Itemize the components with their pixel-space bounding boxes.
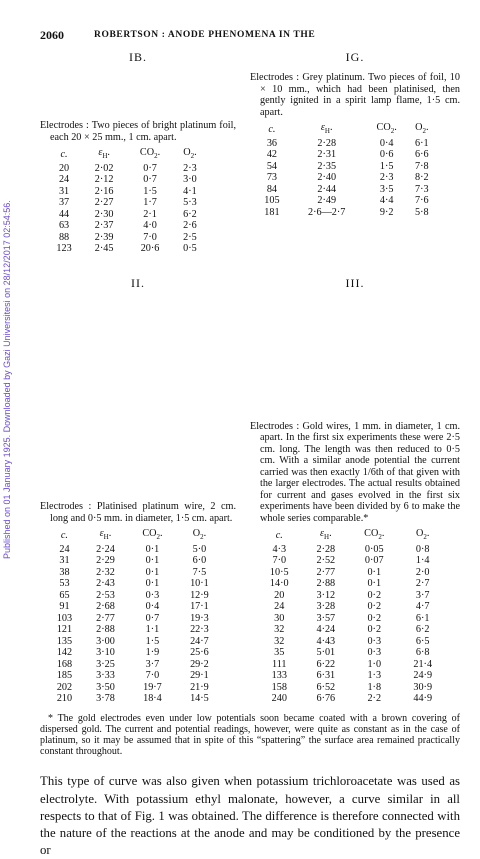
table-cell: 12·9	[190, 589, 209, 601]
table-row	[256, 567, 446, 579]
table-cell: 21·4	[413, 658, 433, 670]
table-cell: 0·4	[379, 137, 394, 149]
section-title: IB.	[129, 50, 147, 64]
table-cell: 0·2	[367, 612, 382, 624]
table-cell: 20·6	[140, 243, 160, 255]
download-watermark: Published on 01 January 1925. Downloaded by Gazi Universitesi on 28/12/2017 02:54:56.	[2, 200, 12, 560]
table-cell: 0·1	[367, 566, 382, 578]
table-cell: 2·43	[96, 578, 115, 590]
section-description: Electrodes : Two pieces of bright platinum foil, each 20 × 25 mm., 1 cm. apart.	[40, 120, 236, 143]
table-row	[46, 209, 206, 221]
table-row	[256, 682, 446, 694]
column-header: $CO_2$.	[364, 528, 385, 542]
table-cell: 2·3	[379, 172, 394, 184]
table-cell: 0·4	[145, 601, 160, 613]
table-cell: 1·9	[145, 647, 160, 659]
table-cell: 17·1	[190, 601, 209, 613]
table-cell: 2·30	[94, 208, 114, 220]
table-row	[46, 544, 222, 556]
table-row	[46, 186, 206, 198]
section-title: III.	[345, 276, 365, 290]
data-table	[46, 147, 206, 255]
table-cell: 0·5	[183, 243, 197, 255]
table-cell: 3·50	[96, 681, 115, 693]
table-cell: 2·68	[96, 601, 115, 613]
table-row	[46, 174, 206, 186]
table-cell: 2·40	[317, 172, 337, 184]
table-cell: 6·0	[192, 555, 207, 567]
table-cell: 7·0	[272, 555, 287, 567]
column-header: $\varepsilon_H$.	[320, 122, 333, 136]
table-cell: 18·4	[143, 693, 162, 705]
table-row	[256, 578, 446, 590]
table-cell: 3·25	[96, 658, 115, 670]
table-row	[46, 567, 222, 579]
table-cell: 5·01	[316, 647, 336, 659]
table-cell: 30	[274, 612, 285, 624]
table-cell: 123	[56, 243, 72, 255]
table-cell: 19·7	[143, 681, 162, 693]
table-cell: 6·22	[316, 658, 336, 670]
table-cell: 4·7	[415, 601, 430, 613]
table-cell: 54	[266, 160, 277, 172]
table-cell: 4·43	[316, 635, 336, 647]
table-row	[46, 636, 222, 648]
journal-page	[40, 28, 460, 859]
top-section-row	[40, 52, 460, 264]
column-header: $O_2$.	[192, 528, 207, 542]
column-header: $O_2$.	[183, 147, 197, 161]
table-cell: 4·24	[316, 624, 336, 636]
page-number: 2060	[40, 28, 64, 42]
table-cell: 2·6	[183, 220, 197, 232]
table-cell: 2·02	[94, 162, 114, 174]
table-cell: 103	[56, 612, 73, 624]
table-cell: 73	[266, 172, 277, 184]
table-cell: 1·8	[367, 681, 382, 693]
table-cell: 240	[271, 693, 287, 705]
table-cell: 7·8	[415, 160, 429, 172]
table-cell: 31	[59, 555, 70, 567]
table-cell: 142	[56, 647, 73, 659]
table-cell: 121	[56, 624, 73, 636]
table-cell: 88	[58, 231, 70, 243]
column-header: $CO_2$.	[139, 147, 161, 161]
table-cell: 5·8	[415, 206, 429, 218]
table-row	[256, 149, 436, 161]
table-cell: 2·27	[94, 197, 114, 209]
table-cell: 14·5	[190, 693, 209, 705]
table-cell: 105	[264, 195, 280, 207]
table-cell: 6·5	[415, 635, 430, 647]
table-cell: 2·52	[316, 555, 336, 567]
section-title: II.	[131, 276, 145, 290]
table-row	[256, 555, 446, 567]
table-row	[256, 184, 436, 196]
table-row	[256, 636, 446, 648]
section-ig	[250, 52, 460, 264]
table-cell: 5·3	[183, 197, 197, 209]
table-cell: 2·88	[316, 578, 336, 590]
table-row	[256, 693, 446, 705]
table-cell: 111	[272, 658, 287, 670]
table-cell: 2·5	[183, 231, 197, 243]
column-header: $\varepsilon_H$.	[320, 528, 332, 542]
section-description: Electrodes : Gold wires, 1 mm. in diameter, 1 cm. apart. In the first six experiments these were 2·5 cm. long. The length was then reduced to 0·5 cm. With a similar anode potential the current carried was then exactly 1/6th of that given with the larger electrodes. The actual results obtained for current and gases evolved in the first six experiments have been divided by 6 to make the whole series comparable.*	[250, 420, 460, 524]
table-row	[46, 670, 222, 682]
table-cell: 3·7	[415, 589, 430, 601]
table-cell: 0·1	[145, 555, 160, 567]
table-cell: 35	[274, 647, 285, 659]
table-row	[46, 555, 222, 567]
table-cell: 2·12	[94, 174, 114, 186]
column-header: $\varepsilon_H$.	[99, 528, 112, 542]
table-cell: 0·07	[364, 555, 384, 567]
body-paragraph: This type of curve was also given when potassium trichloroacetate was used as electrolyte. With potassium ethyl malonate, however, a curve similar in all respects to that of Fig. 1 was obtained. The difference is therefore connected with the nature of the reactions at the anode and may be conditioned by the presence or	[40, 774, 460, 858]
table-row	[256, 590, 446, 602]
table-row	[46, 601, 222, 613]
table-cell: 6·8	[415, 647, 430, 659]
table-row	[46, 220, 206, 232]
table-cell: 2·35	[317, 160, 337, 172]
table-cell: 2·37	[94, 220, 114, 232]
table-cell: 44·9	[413, 693, 433, 705]
table-cell: 4·3	[272, 543, 287, 555]
column-header: c.	[275, 530, 283, 542]
column-header: $\varepsilon_H$.	[98, 147, 110, 161]
table-cell: 20	[274, 589, 285, 601]
table-cell: 6·52	[316, 681, 336, 693]
table-cell: 0·7	[143, 162, 157, 174]
table-row	[256, 659, 446, 671]
table-cell: 135	[56, 635, 73, 647]
table-cell: 1·5	[145, 635, 160, 647]
table-cell: 0·1	[145, 543, 160, 555]
table-header-row	[256, 528, 446, 544]
table-cell: 0·05	[364, 543, 384, 555]
table-cell: 4·0	[143, 220, 157, 232]
table-cell: 25·6	[190, 647, 209, 659]
column-header: c.	[268, 124, 276, 136]
table-cell: 2·77	[316, 566, 336, 578]
table-cell: 2·24	[96, 543, 115, 555]
table-cell: 0·7	[145, 612, 160, 624]
section-description: Electrodes : Platinised platinum wire, 2 cm. long and 0·5 mm. in diameter, 1·5 cm. apart.	[40, 501, 236, 524]
table-cell: 2·53	[96, 589, 115, 601]
table-cell: 2·88	[96, 624, 115, 636]
table-cell: 42	[266, 149, 277, 161]
table-cell: 10·5	[269, 566, 289, 578]
table-cell: 14·0	[269, 578, 289, 590]
table-cell: 6·6	[415, 149, 429, 161]
table-cell: 36	[266, 137, 277, 149]
table-row	[46, 682, 222, 694]
table-cell: 24·9	[413, 670, 433, 682]
table-cell: 202	[56, 681, 73, 693]
table-row	[256, 207, 436, 219]
table-cell: 32	[274, 624, 285, 636]
table-row	[46, 243, 206, 255]
column-header: $CO_2$.	[142, 528, 163, 542]
table-row	[256, 601, 446, 613]
table-row	[256, 670, 446, 682]
table-cell: 32	[274, 635, 285, 647]
table-cell: 0·6	[379, 149, 394, 161]
table-cell: 38	[59, 566, 70, 578]
table-cell: 6·76	[316, 693, 336, 705]
table-cell: 6·31	[316, 670, 336, 682]
table-cell: 7·6	[415, 195, 429, 207]
table-cell: 158	[271, 681, 287, 693]
table-row	[256, 138, 436, 150]
table-cell: 53	[59, 578, 70, 590]
table-cell: 24	[58, 174, 70, 186]
table-cell: 3·57	[316, 612, 336, 624]
table-cell: 210	[56, 693, 73, 705]
data-table	[46, 528, 222, 705]
table-cell: 2·45	[94, 243, 114, 255]
table-cell: 7·3	[415, 183, 429, 195]
table-row	[46, 693, 222, 705]
table-cell: 1·7	[143, 197, 157, 209]
section-description: Electrodes : Grey platinum. Two pieces of foil, 10 × 10 mm., which had been platinised, then gently ignited in a spirit lamp flame, 1·5 cm. apart.	[250, 72, 460, 118]
running-title: ROBERTSON : ANODE PHENOMENA IN THE	[94, 30, 316, 40]
table-cell: 63	[58, 220, 70, 232]
table-cell: 2·6—2·7	[308, 206, 346, 218]
table-cell: 0·7	[143, 174, 157, 186]
table-cell: 7·0	[145, 670, 160, 682]
table-cell: 2·32	[96, 566, 115, 578]
page-header	[40, 28, 460, 46]
column-header: $O_2$.	[416, 528, 430, 542]
table-cell: 0·1	[367, 578, 382, 590]
table-cell: 3·78	[96, 693, 115, 705]
table-cell: 2·77	[96, 612, 115, 624]
table-cell: 0·2	[367, 601, 382, 613]
table-cell: 2·28	[316, 543, 336, 555]
column-header: $CO_2$.	[376, 122, 397, 136]
table-cell: 44	[58, 208, 70, 220]
table-cell: 37	[58, 197, 70, 209]
table-cell: 181	[264, 206, 280, 218]
table-cell: 2·0	[415, 566, 430, 578]
table-cell: 4·4	[379, 195, 394, 207]
table-cell: 3·28	[316, 601, 336, 613]
table-row	[46, 659, 222, 671]
table-cell: 133	[271, 670, 287, 682]
table-cell: 29·2	[190, 658, 209, 670]
column-header: c.	[60, 149, 68, 161]
table-row	[256, 544, 446, 556]
table-cell: 31	[58, 185, 70, 197]
table-row	[46, 590, 222, 602]
table-cell: 2·7	[415, 578, 430, 590]
table-cell: 6·1	[415, 612, 430, 624]
table-cell: 2·49	[317, 195, 337, 207]
table-cell: 3·0	[183, 174, 197, 186]
table-row	[256, 613, 446, 625]
table-header-row	[256, 122, 436, 138]
data-table	[256, 528, 446, 705]
table-cell: 0·2	[367, 589, 382, 601]
table-cell: 20	[58, 162, 70, 174]
table-row	[46, 578, 222, 590]
table-row	[46, 163, 206, 175]
table-row	[46, 647, 222, 659]
table-cell: 91	[59, 601, 70, 613]
table-cell: 3·12	[316, 589, 336, 601]
table-row	[46, 624, 222, 636]
table-cell: 2·28	[317, 137, 337, 149]
table-cell: 185	[56, 670, 73, 682]
table-cell: 3·7	[145, 658, 160, 670]
table-cell: 24·7	[190, 635, 209, 647]
table-row	[256, 195, 436, 207]
table-cell: 1·1	[145, 624, 160, 636]
table-cell: 6·2	[415, 624, 430, 636]
table-cell: 0·1	[145, 566, 160, 578]
table-cell: 2·3	[183, 162, 197, 174]
table-cell: 30·9	[413, 681, 433, 693]
table-cell: 65	[59, 589, 70, 601]
table-cell: 2·44	[317, 183, 337, 195]
table-cell: 0·1	[145, 578, 160, 590]
column-header: c.	[60, 530, 68, 542]
table-cell: 2·2	[367, 693, 382, 705]
table-cell: 24	[274, 601, 285, 613]
table-header-row	[46, 147, 206, 163]
data-table	[256, 122, 436, 218]
table-cell: 1·0	[367, 658, 382, 670]
table-row	[256, 172, 436, 184]
table-cell: 29·1	[190, 670, 209, 682]
table-cell: 1·5	[379, 160, 394, 172]
table-cell: 2·1	[143, 208, 157, 220]
section-iii	[250, 278, 460, 705]
table-header-row	[46, 528, 222, 544]
bottom-section-row	[40, 278, 460, 705]
table-cell: 2·39	[94, 231, 114, 243]
section-ii	[40, 278, 236, 705]
table-cell: 19·3	[190, 612, 209, 624]
table-cell: 4·1	[183, 185, 197, 197]
table-cell: 24	[59, 543, 70, 555]
table-cell: 0·3	[145, 589, 160, 601]
table-cell: 0·2	[367, 624, 382, 636]
table-cell: 7·0	[143, 231, 157, 243]
table-cell: 0·3	[367, 635, 382, 647]
table-cell: 5·0	[192, 543, 207, 555]
section-title: IG.	[345, 50, 365, 64]
table-cell: 84	[266, 183, 277, 195]
table-cell: 22·3	[190, 624, 209, 636]
table-cell: 2·31	[317, 149, 337, 161]
table-row	[46, 232, 206, 244]
table-cell: 2·29	[96, 555, 115, 567]
table-cell: 0·3	[367, 647, 382, 659]
table-cell: 3·00	[96, 635, 115, 647]
table-row	[256, 161, 436, 173]
table-cell: 1·3	[367, 670, 382, 682]
table-cell: 168	[56, 658, 73, 670]
table-cell: 0·8	[415, 543, 430, 555]
table-cell: 6·1	[415, 137, 429, 149]
table-cell: 9·2	[379, 206, 394, 218]
section-ib	[40, 52, 236, 264]
table-cell: 10·1	[190, 578, 209, 590]
table-row	[46, 613, 222, 625]
table-cell: 1·5	[143, 185, 157, 197]
table-row	[46, 197, 206, 209]
table-cell: 21·9	[190, 681, 209, 693]
footnote: * The gold electrodes even under low potentials soon became coated with a brown covering of dispersed gold. The current and potential readings, however, were quite as constant as in the case of platinum, so it may be assumed that in spite of this “spattering” the surface area remained practically constant throughout.	[40, 712, 460, 758]
table-cell: 2·16	[94, 185, 114, 197]
table-row	[256, 624, 446, 636]
table-cell: 7·5	[192, 566, 207, 578]
table-cell: 3·10	[96, 647, 115, 659]
table-cell: 6·2	[183, 208, 197, 220]
table-cell: 8·2	[415, 172, 429, 184]
column-header: $O_2$.	[415, 122, 429, 136]
table-cell: 3·33	[96, 670, 115, 682]
table-cell: 1·4	[415, 555, 430, 567]
table-cell: 3·5	[379, 183, 394, 195]
table-row	[256, 647, 446, 659]
